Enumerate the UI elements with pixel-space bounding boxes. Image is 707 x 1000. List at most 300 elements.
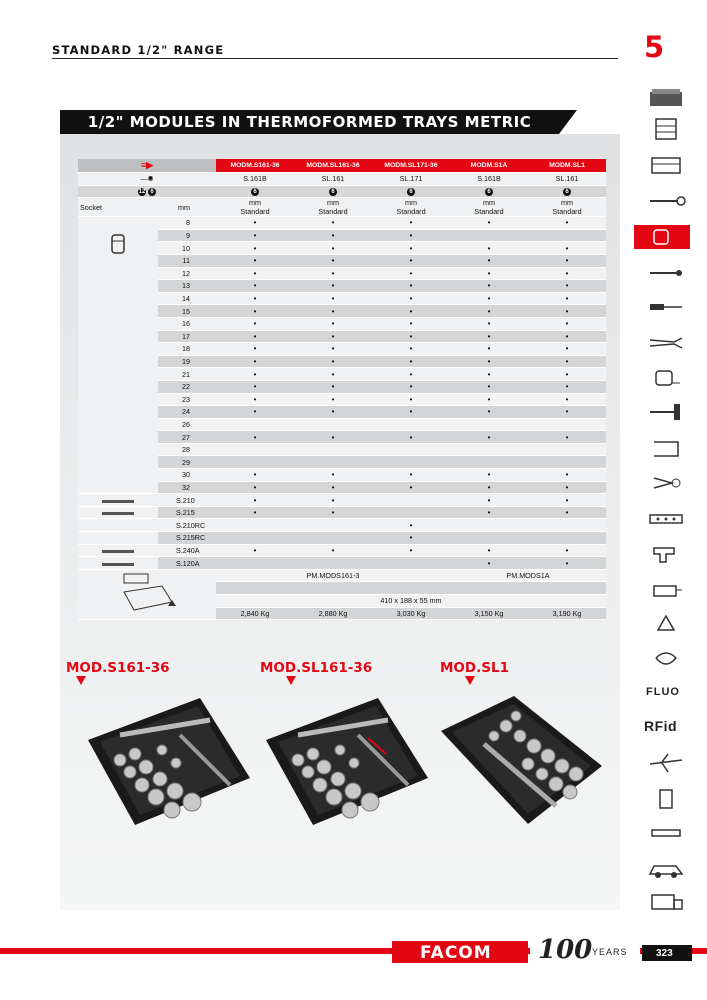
included-dot: • (450, 393, 528, 406)
socket-icon-cell (78, 217, 158, 494)
empty-cell (216, 557, 294, 570)
socket-size: 28 (158, 443, 216, 456)
empty-cell (450, 532, 528, 545)
accessory-ref: S.210RC (158, 519, 216, 532)
hacksaw-icon[interactable] (644, 438, 688, 460)
unit-standard: Standard (396, 207, 426, 217)
included-dot: • (294, 229, 372, 242)
included-dot: • (216, 393, 294, 406)
table-row (78, 469, 606, 482)
included-dot: • (372, 532, 450, 545)
socket-size: 29 (158, 456, 216, 469)
hex-badge-icon: 6 (563, 188, 571, 196)
empty-cell (528, 519, 606, 532)
included-dot: • (450, 305, 528, 318)
table-row (78, 380, 606, 393)
socket-size: 12 (158, 267, 216, 280)
table-row (78, 317, 606, 330)
included-dot: • (294, 406, 372, 419)
included-dot: • (216, 481, 294, 494)
accessory-ref: S.120A (158, 557, 216, 570)
included-dot: • (216, 267, 294, 280)
electrical-icon[interactable] (644, 788, 688, 810)
spec-table (78, 159, 606, 620)
included-dot: • (216, 494, 294, 507)
table-row (78, 557, 606, 570)
accessory-icon-cell (78, 494, 158, 507)
vice-icon[interactable] (644, 578, 688, 600)
table-row (78, 173, 606, 186)
included-dot: • (372, 317, 450, 330)
included-dot: • (216, 330, 294, 343)
product-label-sl1: MOD.SL1 (440, 660, 509, 676)
empty-cell (294, 443, 372, 456)
banner-tail (559, 110, 577, 134)
empty-cell (450, 443, 528, 456)
included-dot: • (294, 254, 372, 267)
unit-mm: mm (561, 198, 573, 208)
arrow-down-icon (465, 676, 475, 685)
socket-size: 17 (158, 330, 216, 343)
ratchet-icon: ⎯⎯◉ (140, 174, 154, 184)
tray-icon-cell (78, 569, 216, 619)
header-rule (52, 58, 618, 59)
included-dot: • (294, 242, 372, 255)
included-dot: • (528, 431, 606, 444)
empty-cell (372, 443, 450, 456)
included-dot: • (450, 292, 528, 305)
rfid-label[interactable]: RFid (644, 718, 678, 734)
pliers-icon[interactable] (644, 332, 688, 354)
accessory-icon-cell (78, 506, 158, 519)
included-dot: • (294, 368, 372, 381)
table-row (78, 481, 606, 494)
fluo-label[interactable]: FLUO (646, 686, 680, 698)
accessory-icon-cell (78, 532, 158, 545)
included-dot: • (450, 557, 528, 570)
lanyard-icon[interactable] (644, 648, 688, 670)
crimping-pliers-icon[interactable] (644, 472, 688, 494)
table-row (78, 431, 606, 444)
included-dot: • (294, 380, 372, 393)
column-header: MODM.SL1 (528, 159, 606, 173)
unit-standard: Standard (318, 207, 348, 217)
tape-measure-icon[interactable] (644, 367, 688, 389)
unit-standard: Standard (474, 207, 504, 217)
table-row (78, 254, 606, 267)
column-header: MODM.S1A (450, 159, 528, 173)
included-dot: • (294, 217, 372, 230)
empty-cell (216, 519, 294, 532)
table-row (78, 368, 606, 381)
empty-cell (216, 532, 294, 545)
table-row (78, 242, 606, 255)
included-dot: • (294, 481, 372, 494)
included-dot: • (528, 506, 606, 519)
product-label-sl161: MOD.SL161-36 (260, 660, 373, 676)
empty-cell (216, 582, 606, 595)
included-dot: • (450, 380, 528, 393)
included-dot: • (372, 292, 450, 305)
empty-cell (294, 557, 372, 570)
included-dot: • (216, 355, 294, 368)
section-banner: 1/2" MODULES IN THERMOFORMED TRAYS METRIC (60, 110, 559, 134)
included-dot: • (294, 292, 372, 305)
included-dot: • (372, 305, 450, 318)
ratchet-ref: SL.171 (372, 173, 450, 186)
included-dot: • (528, 242, 606, 255)
brand-mark-cell (78, 159, 216, 173)
included-dot: • (216, 544, 294, 557)
included-dot: • (450, 469, 528, 482)
chapter-number: 5 (644, 30, 665, 64)
brand-name: FACOM (420, 943, 492, 963)
accessory-icon-cell (78, 519, 158, 532)
included-dot: • (528, 330, 606, 343)
empty-cell (294, 418, 372, 431)
empty-cell (294, 532, 372, 545)
empty-cell (450, 456, 528, 469)
empty-cell (372, 506, 450, 519)
table-row (78, 544, 606, 557)
table-row (78, 456, 606, 469)
car-icon[interactable] (644, 858, 688, 880)
weight: 3,190 Kg (528, 607, 606, 620)
included-dot: • (216, 343, 294, 356)
profile-icon-cell (78, 185, 216, 198)
table-row (78, 519, 606, 532)
table-row (78, 292, 606, 305)
included-dot: • (294, 343, 372, 356)
socket-size: 22 (158, 380, 216, 393)
included-dot: • (216, 254, 294, 267)
profile-badge (372, 185, 450, 198)
ratchet-icon-cell (78, 173, 216, 186)
included-dot: • (216, 406, 294, 419)
table-row (78, 159, 606, 173)
empty-cell (528, 532, 606, 545)
socket-label: Socket (78, 198, 158, 217)
empty-cell (528, 456, 606, 469)
included-dot: • (450, 330, 528, 343)
included-dot: • (216, 368, 294, 381)
table-row (78, 330, 606, 343)
included-dot: • (372, 368, 450, 381)
table-row (78, 280, 606, 293)
profile-badge (216, 185, 294, 198)
included-dot: • (450, 431, 528, 444)
included-dot: • (372, 280, 450, 293)
hex-badge-icon: 6 (329, 188, 337, 196)
included-dot: • (528, 217, 606, 230)
unit-mm: mm (483, 198, 495, 208)
empty-cell (372, 557, 450, 570)
included-dot: • (528, 544, 606, 557)
included-dot: • (294, 494, 372, 507)
unit-standard: Standard (240, 207, 270, 217)
included-dot: • (372, 393, 450, 406)
ratchet-icon[interactable] (644, 262, 688, 284)
unit-mm: mm (405, 198, 417, 208)
hex-badge-icon: 6 (485, 188, 493, 196)
ratchet-ref: SL.161 (528, 173, 606, 186)
included-dot: • (528, 481, 606, 494)
included-dot: • (450, 254, 528, 267)
screwdriver-icon[interactable] (644, 296, 688, 318)
socket-size: 23 (158, 393, 216, 406)
included-dot: • (294, 355, 372, 368)
hammer-icon[interactable] (644, 400, 688, 422)
included-dot: • (294, 280, 372, 293)
foam-ref: PM.MODS161-3 (216, 569, 450, 582)
included-dot: • (528, 393, 606, 406)
ratchet-ref: S.161B (216, 173, 294, 186)
included-dot: • (294, 469, 372, 482)
mm-label: mm (158, 198, 216, 217)
included-dot: • (450, 267, 528, 280)
empty-cell (528, 418, 606, 431)
included-dot: • (450, 368, 528, 381)
included-dot: • (216, 380, 294, 393)
unit-standard: Standard (552, 207, 582, 217)
extension-bar-icon (102, 500, 134, 503)
empty-cell (216, 456, 294, 469)
included-dot: • (528, 280, 606, 293)
empty-cell (528, 443, 606, 456)
socket-size: 13 (158, 280, 216, 293)
table-row (78, 198, 606, 217)
table-row (78, 569, 606, 582)
included-dot: • (372, 380, 450, 393)
power-strip-icon[interactable] (644, 508, 688, 530)
column-header: MODM.S161-36 (216, 159, 294, 173)
included-dot: • (294, 506, 372, 519)
socket-size: 15 (158, 305, 216, 318)
page-number: 323 (656, 948, 673, 959)
socket-icon (107, 233, 129, 255)
included-dot: • (216, 305, 294, 318)
included-dot: • (450, 544, 528, 557)
included-dot: • (216, 506, 294, 519)
socket-size: 19 (158, 355, 216, 368)
bench-icon[interactable] (644, 822, 688, 844)
facom-mark-icon: ≡▶ (140, 159, 154, 170)
table-row (78, 267, 606, 280)
aviation-icon[interactable] (644, 752, 688, 774)
tray-s161-image (80, 690, 255, 830)
empty-cell (372, 418, 450, 431)
included-dot: • (528, 343, 606, 356)
socket-size: 24 (158, 406, 216, 419)
included-dot: • (216, 242, 294, 255)
socket-category-icon[interactable] (634, 225, 690, 249)
included-dot: • (294, 431, 372, 444)
included-dot: • (450, 355, 528, 368)
empty-cell (216, 418, 294, 431)
truck-icon[interactable] (644, 892, 688, 914)
socket-size: 8 (158, 217, 216, 230)
tray-sl1-image (436, 686, 608, 831)
universal-joint-icon (102, 550, 134, 553)
accessory-ref: S.240A (158, 544, 216, 557)
included-dot: • (450, 280, 528, 293)
included-dot: • (450, 317, 528, 330)
socket-size: 10 (158, 242, 216, 255)
socket-size: 18 (158, 343, 216, 356)
weight: 3,030 Kg (372, 607, 450, 620)
included-dot: • (528, 469, 606, 482)
table-row (78, 305, 606, 318)
included-dot: • (528, 406, 606, 419)
included-dot: • (372, 355, 450, 368)
included-dot: • (372, 254, 450, 267)
included-dot: • (372, 330, 450, 343)
included-dot: • (528, 557, 606, 570)
included-dot: • (372, 242, 450, 255)
included-dot: • (372, 343, 450, 356)
tool-box-icon[interactable] (644, 154, 688, 176)
table-row (78, 418, 606, 431)
included-dot: • (294, 330, 372, 343)
socket-size: 14 (158, 292, 216, 305)
unit-cell (528, 198, 606, 217)
empty-cell (372, 494, 450, 507)
included-dot: • (294, 393, 372, 406)
ratchet-ref: S.161B (450, 173, 528, 186)
column-header: MODM.SL171-36 (372, 159, 450, 173)
accessory-icon-cell (78, 544, 158, 557)
included-dot: • (450, 481, 528, 494)
included-dot: • (528, 380, 606, 393)
socket-size: 21 (158, 368, 216, 381)
profile-badge (450, 185, 528, 198)
arrow-down-icon (76, 676, 86, 685)
included-dot: • (450, 217, 528, 230)
table-row (78, 393, 606, 406)
years-label: YEARS (592, 947, 628, 957)
empty-cell (528, 229, 606, 242)
safety-icon[interactable] (644, 612, 688, 634)
included-dot: • (450, 506, 528, 519)
included-dot: • (216, 229, 294, 242)
included-dot: • (528, 368, 606, 381)
unit-cell (450, 198, 528, 217)
tray-box-icon (112, 572, 182, 616)
included-dot: • (528, 254, 606, 267)
empty-cell (450, 519, 528, 532)
included-dot: • (450, 494, 528, 507)
included-dot: • (372, 469, 450, 482)
table-row (78, 355, 606, 368)
empty-cell (372, 456, 450, 469)
accessory-ref: S.215RC (158, 532, 216, 545)
included-dot: • (372, 229, 450, 242)
table-row (78, 506, 606, 519)
table-row (78, 217, 606, 230)
hex-badge-icon: 6 (407, 188, 415, 196)
column-header: MODM.SL161-36 (294, 159, 372, 173)
foam-ref: PM.MODS1A (450, 569, 606, 582)
included-dot: • (294, 317, 372, 330)
weight: 2,880 Kg (294, 607, 372, 620)
table-row (78, 494, 606, 507)
accessory-icon-cell (78, 557, 158, 570)
profile-badge (528, 185, 606, 198)
included-dot: • (216, 292, 294, 305)
included-dot: • (528, 267, 606, 280)
included-dot: • (372, 406, 450, 419)
included-dot: • (294, 305, 372, 318)
included-dot: • (372, 544, 450, 557)
included-dot: • (216, 469, 294, 482)
table-row (78, 443, 606, 456)
included-dot: • (372, 431, 450, 444)
extension-bar-icon (102, 512, 134, 515)
included-dot: • (216, 217, 294, 230)
included-dot: • (450, 343, 528, 356)
unit-mm: mm (327, 198, 339, 208)
table-row (78, 229, 606, 242)
hex-badge-icon: 6 (251, 188, 259, 196)
anniversary-badge: 100 YEARS (530, 937, 640, 965)
table-row (78, 532, 606, 545)
empty-cell (294, 519, 372, 532)
included-dot: • (372, 267, 450, 280)
impact-wrench-icon[interactable] (644, 542, 688, 564)
table-row (78, 406, 606, 419)
included-dot: • (450, 242, 528, 255)
profile-badge (294, 185, 372, 198)
tool-cabinet-icon[interactable] (644, 118, 688, 140)
empty-cell (450, 229, 528, 242)
included-dot: • (528, 292, 606, 305)
tray-sl161-image (258, 690, 433, 830)
table-row (78, 343, 606, 356)
unit-cell (372, 198, 450, 217)
tool-set-icon[interactable] (644, 88, 688, 110)
dimensions: 410 x 188 x 55 mm (216, 595, 606, 608)
included-dot: • (528, 317, 606, 330)
weight: 2,840 Kg (216, 607, 294, 620)
arrow-down-icon (286, 676, 296, 685)
unit-cell (294, 198, 372, 217)
socket-size: 11 (158, 254, 216, 267)
included-dot: • (372, 217, 450, 230)
socket-size: 30 (158, 469, 216, 482)
included-dot: • (372, 481, 450, 494)
included-dot: • (294, 544, 372, 557)
included-dot: • (528, 305, 606, 318)
product-label-s161: MOD.S161-36 (66, 660, 170, 676)
ratchet-ref: SL.161 (294, 173, 372, 186)
included-dot: • (450, 406, 528, 419)
included-dot: • (216, 431, 294, 444)
empty-cell (450, 418, 528, 431)
empty-cell (216, 443, 294, 456)
socket-size: 32 (158, 481, 216, 494)
wrench-icon[interactable] (644, 190, 688, 212)
socket-size: 9 (158, 229, 216, 242)
range-title: STANDARD 1/2" RANGE (52, 43, 225, 57)
accessory-ref: S.210 (158, 494, 216, 507)
socket-size: 16 (158, 317, 216, 330)
included-dot: • (372, 519, 450, 532)
included-dot: • (216, 317, 294, 330)
empty-cell (294, 456, 372, 469)
socket-size: 27 (158, 431, 216, 444)
table-row (78, 185, 606, 198)
included-dot: • (528, 494, 606, 507)
